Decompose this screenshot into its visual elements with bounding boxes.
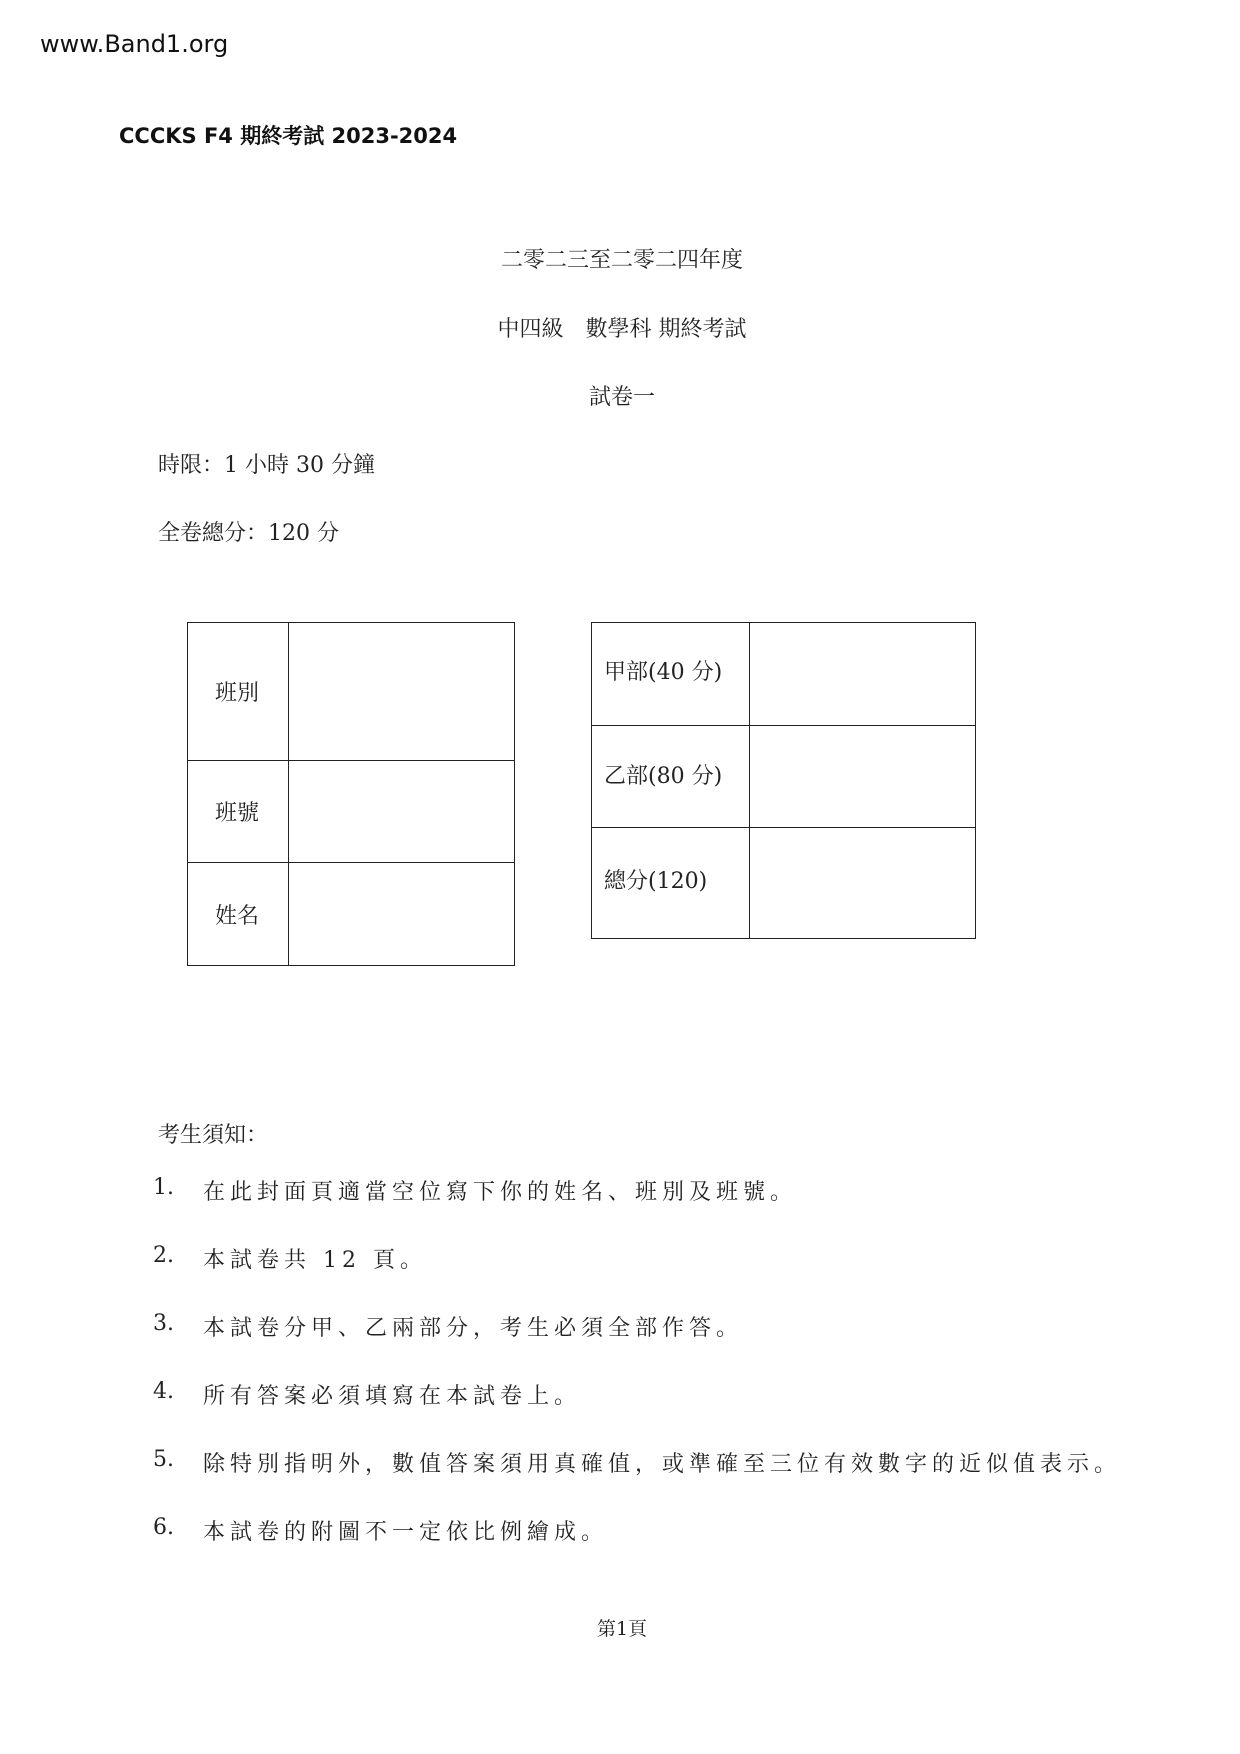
table-row: [592, 623, 976, 726]
list-item: [153, 1175, 1153, 1243]
time-limit: 時限：1 小時 30 分鐘: [158, 453, 375, 478]
list-item: [153, 1311, 1153, 1379]
list-item: [153, 1447, 1153, 1515]
section-b-score-field[interactable]: [750, 726, 976, 828]
list-item: [153, 1515, 1153, 1583]
total-score-field[interactable]: [750, 828, 976, 939]
class-number-field[interactable]: [289, 761, 515, 863]
instruction-number: 2.: [153, 1243, 174, 1268]
list-item: [153, 1243, 1153, 1311]
section-b-label: 乙部(80 分): [592, 726, 750, 828]
exam-header-title: CCCKS F4 期終考試 2023-2024: [119, 124, 458, 148]
class-label: 班別: [188, 623, 289, 761]
name-label: 姓名: [188, 863, 289, 966]
total-score-label: 總分(120): [592, 828, 750, 939]
instruction-text: 在此封面頁適當空位寫下你的姓名、班別及班號。: [203, 1180, 798, 1205]
section-a-score-field[interactable]: [750, 623, 976, 726]
list-item: [153, 1379, 1153, 1447]
instructions-list: [153, 1175, 1153, 1583]
instruction-number: 3.: [153, 1311, 174, 1336]
table-row: [188, 623, 515, 761]
instructions-heading: 考生須知：: [158, 1123, 269, 1148]
table-row: [592, 828, 976, 939]
instruction-text: 除特別指明外，數值答案須用真確值，或準確至三位有效數字的近似值表示。: [203, 1452, 1122, 1477]
instruction-number: 5.: [153, 1447, 174, 1472]
student-info-table: [187, 622, 515, 966]
table-row: [188, 863, 515, 966]
subject-line: 中四級 數學科 期終考試: [497, 317, 747, 342]
page-number: 第1頁: [596, 1618, 648, 1640]
instruction-text: 本試卷的附圖不一定依比例繪成。: [203, 1520, 609, 1545]
instruction-text: 所有答案必須填寫在本試卷上。: [203, 1384, 582, 1409]
table-row: [188, 761, 515, 863]
paper-line: 試卷一: [588, 385, 655, 410]
instruction-text: 本試卷共 12 頁。: [203, 1248, 427, 1273]
name-field[interactable]: [289, 863, 515, 966]
instruction-number: 1.: [153, 1175, 174, 1200]
class-number-label: 班號: [188, 761, 289, 863]
section-a-label: 甲部(40 分): [592, 623, 750, 726]
class-field[interactable]: [289, 623, 515, 761]
academic-year-line: 二零二三至二零二四年度: [500, 248, 743, 273]
watermark-url: www.Band1.org: [40, 30, 229, 58]
instruction-number: 4.: [153, 1379, 174, 1404]
instruction-number: 6.: [153, 1515, 174, 1540]
score-table: [591, 622, 976, 939]
table-row: [592, 726, 976, 828]
total-marks: 全卷總分：120 分: [158, 521, 339, 546]
instruction-text: 本試卷分甲、乙兩部分，考生必須全部作答。: [203, 1316, 744, 1341]
